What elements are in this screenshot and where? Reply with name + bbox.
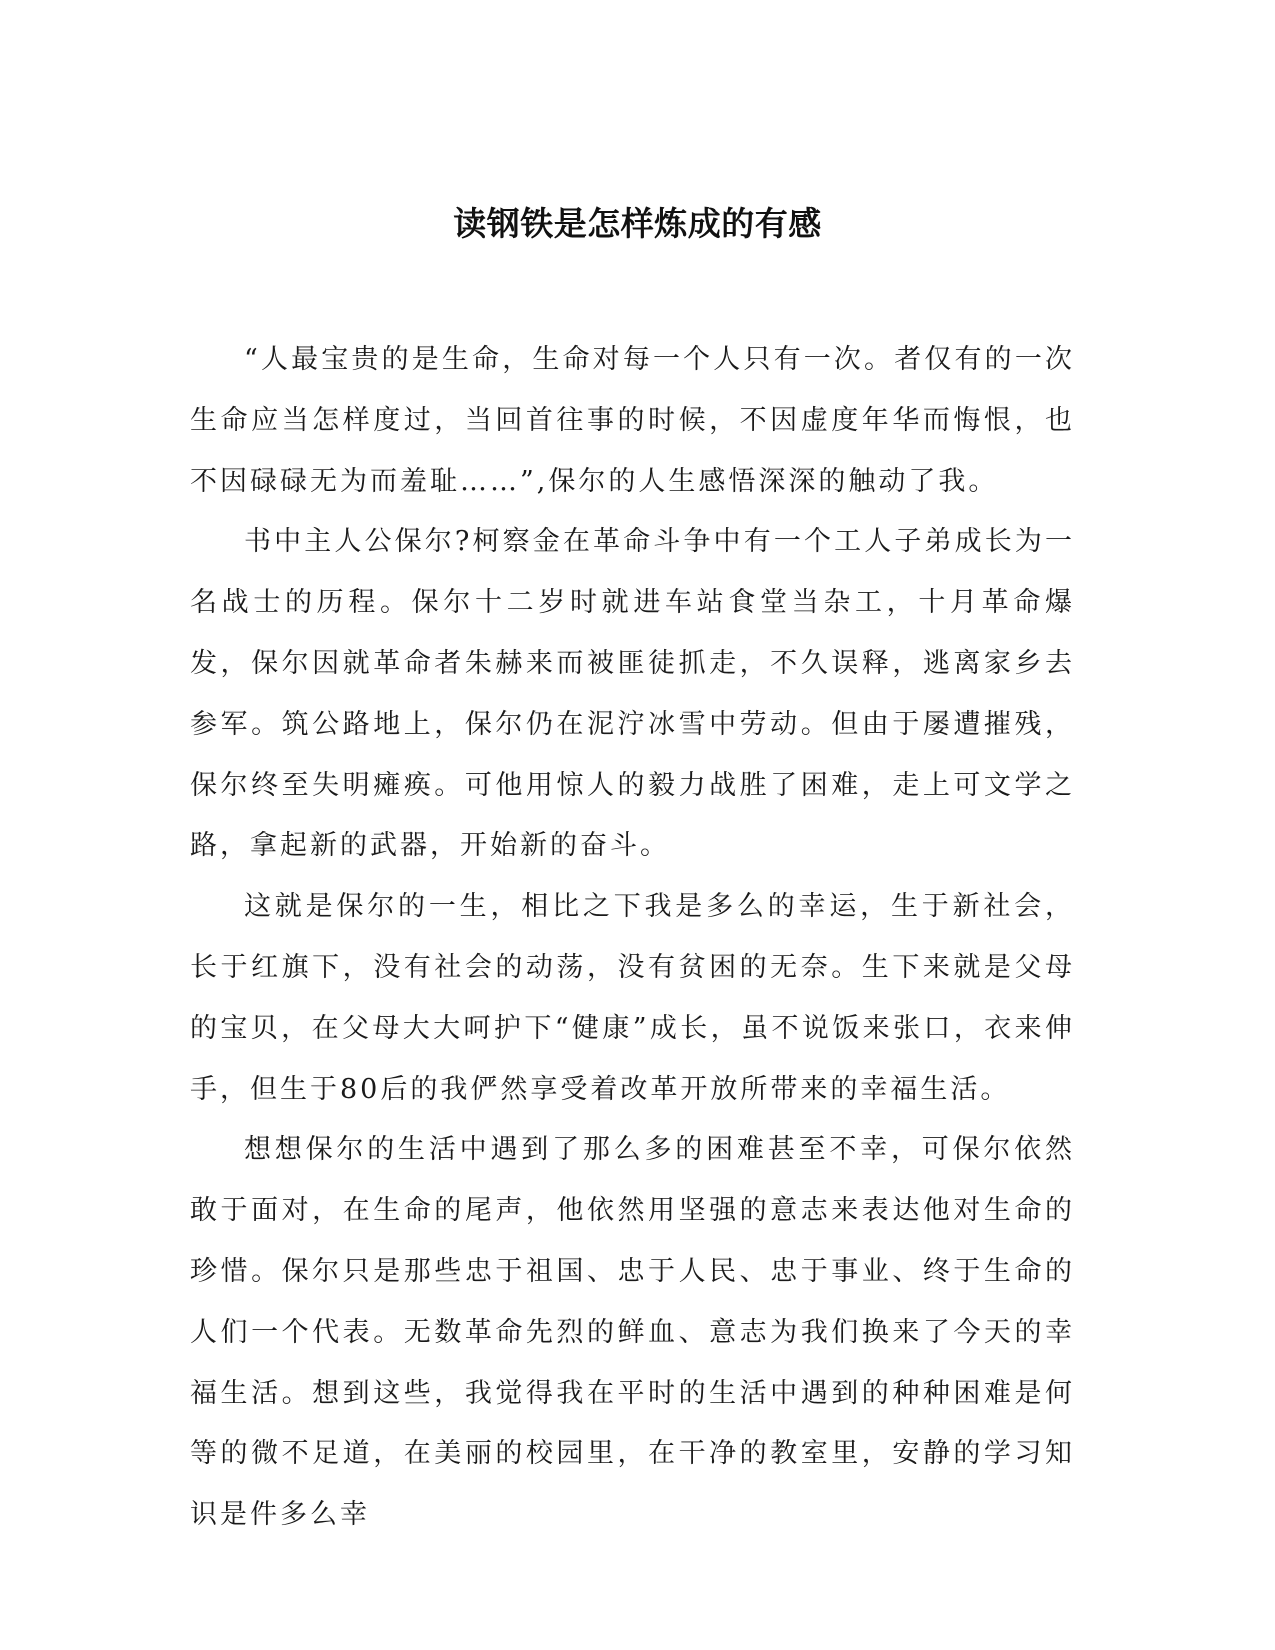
document-title: 读钢铁是怎样炼成的有感 (453, 204, 822, 243)
document-body (190, 330, 1075, 1546)
paragraph-1: “人最宝贵的是生命，生命对每一个人只有一次。者仅有的一次生命应当怎样度过，当回首往事的时候，不因虚度年华而悔恨，也不因碌碌无为而羞耻……”,保尔的人生感悟深深的触动了我。 (190, 344, 1075, 497)
paragraph-4: 想想保尔的生活中遇到了那么多的困难甚至不幸，可保尔依然敢于面对，在生命的尾声，他依然用坚强的意志来表达他对生命的珍惜。保尔只是那些忠于祖国、忠于人民、忠于事业、终于生命的人们一个代表。无数革命先烈的鲜血、意志为我们换来了今天的幸福生活。想到这些，我觉得我在平时的生活中遇到的种种困难是何等的微不足道，在美丽的校园里，在干净的教室里，安静的学习知识是件多么幸 (190, 1134, 1075, 1531)
paragraph-2: 书中主人公保尔?柯察金在革命斗争中有一个工人子弟成长为一名战士的历程。保尔十二岁时就进车站食堂当杂工，十月革命爆发，保尔因就革命者朱赫来而被匪徒抓走，不久误释，逃离家乡去参军。筑公路地上，保尔仍在泥泞冰雪中劳动。但由于屡遭摧残，保尔终至失明瘫痪。可他用惊人的毅力战胜了困难，走上可文学之路，拿起新的武器，开始新的奋斗。 (190, 526, 1075, 862)
paragraph-3: 这就是保尔的一生，相比之下我是多么的幸运，生于新社会，长于红旗下，没有社会的动荡，没有贫困的无奈。生下来就是父母的宝贝，在父母大大呵护下“健康”成长，虽不说饭来张口，衣来伸手，但生于80后的我俨然享受着改革开放所带来的幸福生活。 (190, 891, 1075, 1105)
